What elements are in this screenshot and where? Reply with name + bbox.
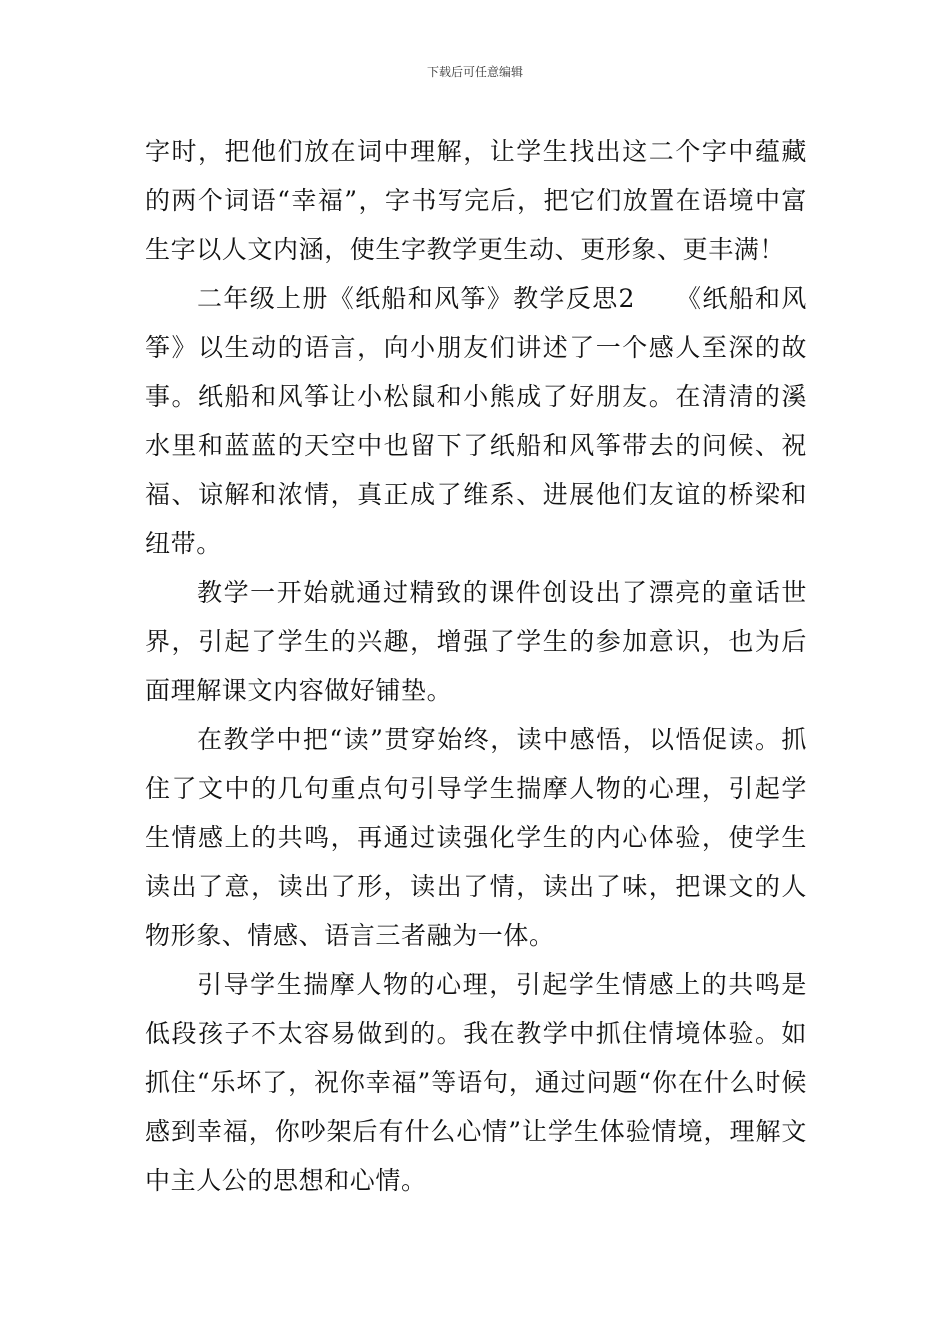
paragraph-3: 教学一开始就通过精致的课件创设出了漂亮的童话世界，引起了学生的兴趣，增强了学生的参加意识，也为后面理解课文内容做好铺垫。 xyxy=(145,578,807,705)
paragraph-5: 引导学生揣摩人物的心理，引起学生情感上的共鸣是低段孩子不太容易做到的。我在教学中抓住情境体验。如抓住“乐坏了，祝你幸福”等语句，通过问题“你在什么时候感到幸福，你吵架后有什么心情”让学生体验情境，理解文中主人公的思想和心情。 xyxy=(145,970,807,1195)
paragraph-2: 二年级上册《纸船和风筝》教学反思2 《纸船和风筝》以生动的语言，向小朋友们讲述了一个感人至深的故事。纸船和风筝让小松鼠和小熊成了好朋友。在清清的溪水里和蓝蓝的天空中也留下了纸船和风筝带去的问候、祝福、谅解和浓情，真正成了维系、进展他们友谊的桥梁和纽带。 xyxy=(145,284,807,558)
page-header: 下载后可任意编辑 xyxy=(426,65,523,79)
paragraph-1: 字时，把他们放在词中理解，让学生找出这二个字中蕴藏的两个词语“幸福”，字书写完后，把它们放置在语境中富生字以人文内涵，使生字教学更生动、更形象、更丰满！ xyxy=(145,137,807,264)
paragraph-4: 在教学中把“读”贯穿始终，读中感悟，以悟促读。抓住了文中的几句重点句引导学生揣摩人物的心理，引起学生情感上的共鸣，再通过读强化学生的内心体验，使学生读出了意，读出了形，读出了情，读出了味，把课文的人物形象、情感、语言三者融为一体。 xyxy=(145,725,807,950)
document-body xyxy=(145,127,807,1205)
